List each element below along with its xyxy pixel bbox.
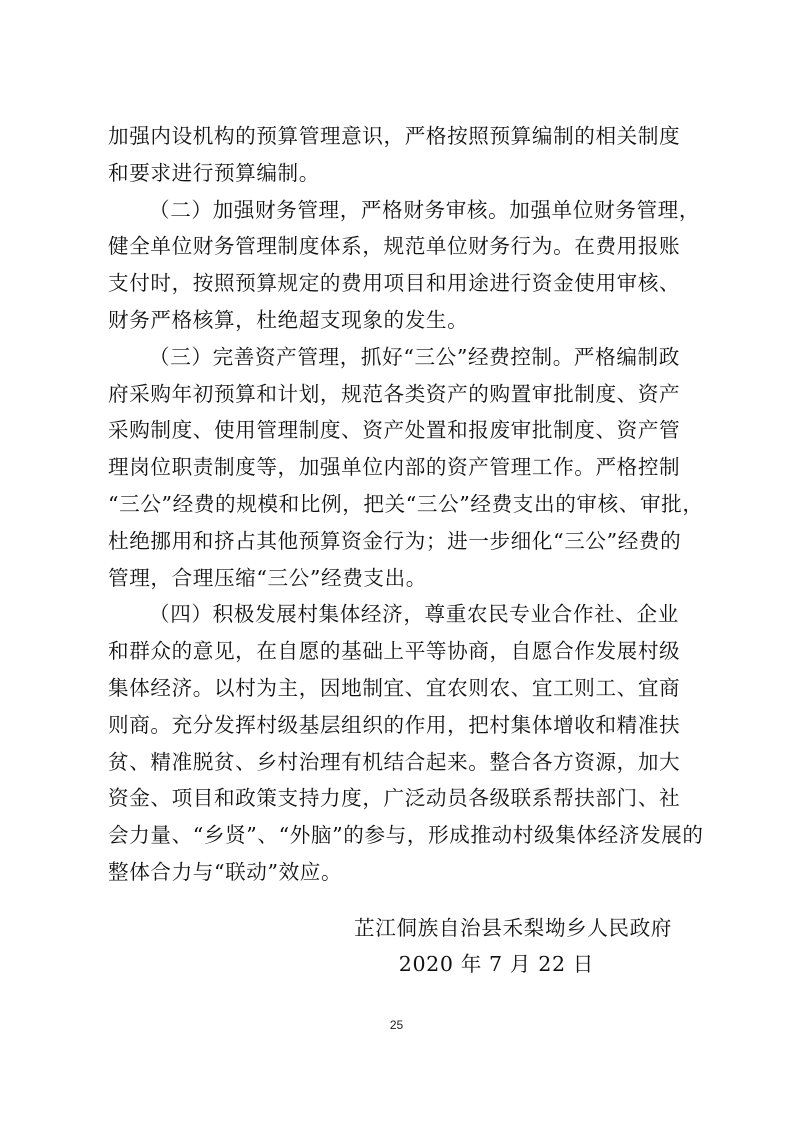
text-line: （四）积极发展村集体经济，尊重农民专业合作社、企业 — [149, 602, 679, 627]
text-line: “三公”经费的规模和比例，把关“三公”经费支出的审核、审批， — [108, 491, 704, 516]
text-line: 采购制度、使用管理制度、资产处置和报废审批制度、资产管 — [108, 418, 681, 443]
body-text — [108, 118, 704, 891]
text-line: 则商。充分发挥村级基层组织的作用，把村集体增收和精准扶 — [108, 712, 681, 737]
text-line: 和要求进行预算编制。 — [108, 160, 320, 185]
text-line: 资金、项目和政策支持力度，广泛动员各级联系帮扶部门、社 — [108, 786, 681, 811]
text-line: 府采购年初预算和计划，规范各类资产的购置审批制度、资产 — [108, 381, 681, 406]
signature-date: 2020 年 7 月 22 日 — [398, 952, 594, 976]
text-line: （三）完善资产管理，抓好“三公”经费控制。严格编制政 — [149, 344, 680, 369]
text-line: 杜绝挪用和挤占其他预算资金行为；进一步细化“三公”经费的 — [108, 528, 682, 553]
text-line: （二）加强财务管理，严格财务审核。加强单位财务管理， — [149, 197, 701, 222]
text-line: 会力量、“乡贤”、“外脑”的参与，形成推动村级集体经济发展的 — [108, 823, 704, 848]
text-line: 支付时，按照预算规定的费用项目和用途进行资金使用审核、 — [108, 271, 681, 296]
text-line: 管理，合理压缩“三公”经费支出。 — [108, 565, 427, 590]
page-number: 25 — [389, 1018, 404, 1032]
signature-organization: 芷江侗族自治县禾梨坳乡人民政府 — [354, 916, 672, 940]
text-line: 集体经济。以村为主，因地制宜、宜农则农、宜工则工、宜商 — [108, 675, 681, 700]
text-line: 加强内设机构的预算管理意识，严格按照预算编制的相关制度 — [108, 124, 681, 148]
text-line: 整体合力与“联动”效应。 — [108, 859, 343, 884]
text-line: 贫、精准脱贫、乡村治理有机结合起来。整合各方资源，加大 — [108, 749, 681, 774]
text-line: 健全单位财务管理制度体系，规范单位财务行为。在费用报账 — [108, 234, 681, 259]
signature-block — [108, 910, 686, 982]
text-line: 财务严格核算，杜绝超支现象的发生。 — [108, 307, 469, 332]
text-line: 理岗位职责制度等，加强单位内部的资产管理工作。严格控制 — [108, 455, 681, 480]
text-line: 和群众的意见，在自愿的基础上平等协商，自愿合作发展村级 — [108, 639, 681, 664]
